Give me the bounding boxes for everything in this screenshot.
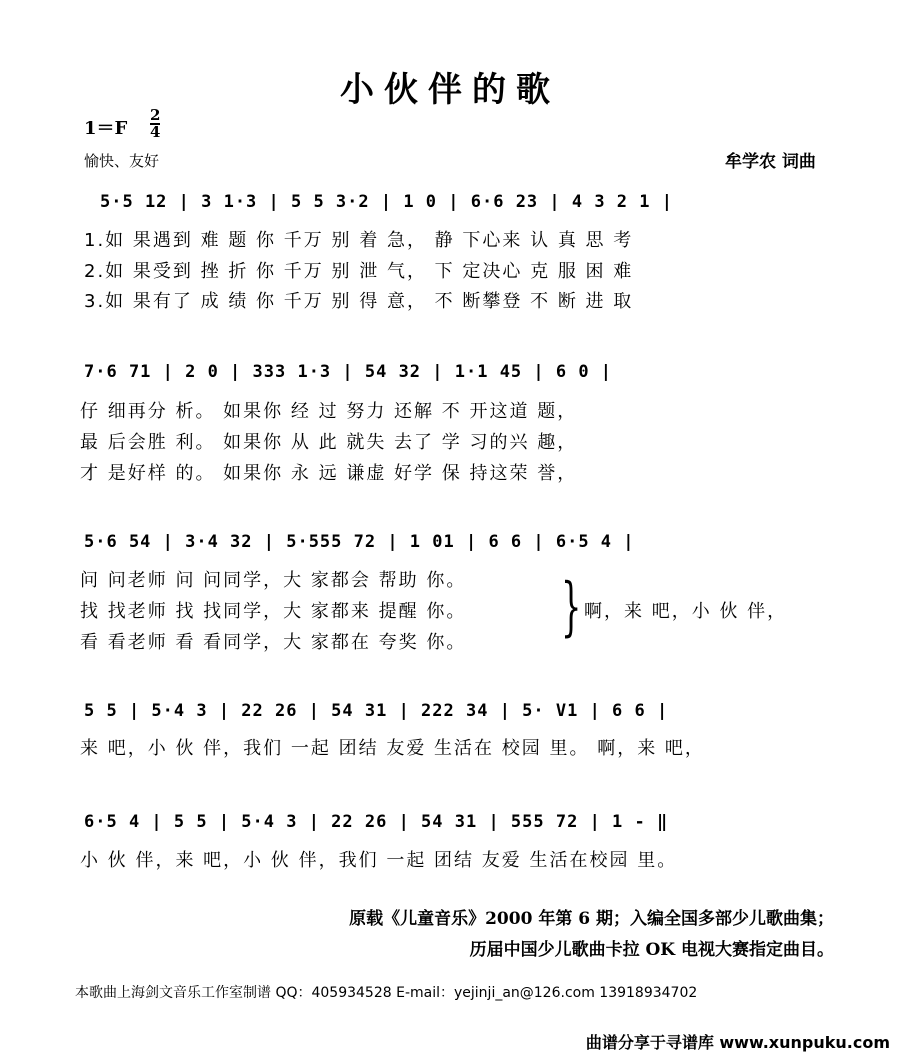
key-signature: 1＝F: [84, 118, 128, 139]
time-sig-bottom: 4: [150, 123, 161, 141]
lyric-line: 问 问老师 问 问同学，大 家都会 帮助 你。: [80, 570, 467, 591]
time-signature: [150, 108, 160, 140]
lyric-line: 1.如 果遇到 难 题 你 千万 别 着 急， 静 下心来 认 真 思 考: [84, 230, 634, 251]
lyric-line: 找 找老师 找 找同学，大 家都来 提醒 你。: [80, 601, 467, 622]
lyric-line: 来 吧，小 伙 伴，我们 一起 团结 友爱 生活在 校园 里。 啊，来 吧，: [80, 738, 705, 759]
lyric-line: 才 是好样 的。 如果你 永 远 谦虚 好学 保 持这荣 誉，: [80, 463, 578, 484]
lyric-line: 3.如 果有了 成 绩 你 千万 别 得 意， 不 断攀登 不 断 进 取: [84, 291, 634, 312]
notation-line: 7·6 71 | 2 0 | 333 1·3 | 54 32 | 1·1 45 | 6 0 |: [84, 362, 613, 382]
publication-note: 原载《儿童音乐》2000 年第 6 期；入编全国多部少儿歌曲集；: [349, 909, 834, 929]
lyric-line: 最 后会胜 利。 如果你 从 此 就失 去了 学 习的兴 趣，: [80, 432, 578, 453]
time-sig-top: 2: [150, 106, 161, 124]
engraver-credit: 本歌曲上海剑文音乐工作室制谱 QQ：405934528 E-mail：yejinji_an@126.com 13918934702: [75, 985, 698, 1001]
lyric-line: 小 伙 伴，来 吧，小 伙 伴，我们 一起 团结 友爱 生活在校园 里。: [80, 850, 678, 871]
lyric-line: 2.如 果受到 挫 折 你 千万 别 泄 气， 下 定决心 克 服 困 难: [84, 261, 634, 282]
notation-line: 5·6 54 | 3·4 32 | 5·555 72 | 1 01 | 6 6 | 6·5 4 |: [84, 532, 635, 552]
lyric-line: 看 看老师 看 看同学，大 家都在 夸奖 你。: [80, 632, 467, 653]
site-watermark: 曲谱分享于寻谱库 www.xunpuku.com: [585, 1033, 890, 1052]
song-title: 小伙伴的歌: [340, 70, 560, 110]
author-credit: 牟学农 词曲: [725, 152, 816, 172]
tempo-marking: 愉快、友好: [84, 152, 160, 170]
lyric-brace: }: [561, 570, 582, 644]
lyric-line: 仔 细再分 析。 如果你 经 过 努力 还解 不 开这道 题，: [80, 401, 578, 422]
notation-line: 5 5 | 5·4 3 | 22 26 | 54 31 | 222 34 | 5· V1 | 6 6 |: [84, 701, 669, 721]
refrain-lyric: 啊，来 吧，小 伙 伴，: [584, 601, 788, 622]
contest-note: 历届中国少儿歌曲卡拉 OK 电视大赛指定曲目。: [469, 940, 834, 960]
notation-line: 6·5 4 | 5 5 | 5·4 3 | 22 26 | 54 31 | 555 72 | 1 - ‖: [84, 812, 669, 832]
notation-line: 5·5 12 | 3 1·3 | 5 5 3·2 | 1 0 | 6·6 23 | 4 3 2 1 |: [100, 192, 673, 212]
